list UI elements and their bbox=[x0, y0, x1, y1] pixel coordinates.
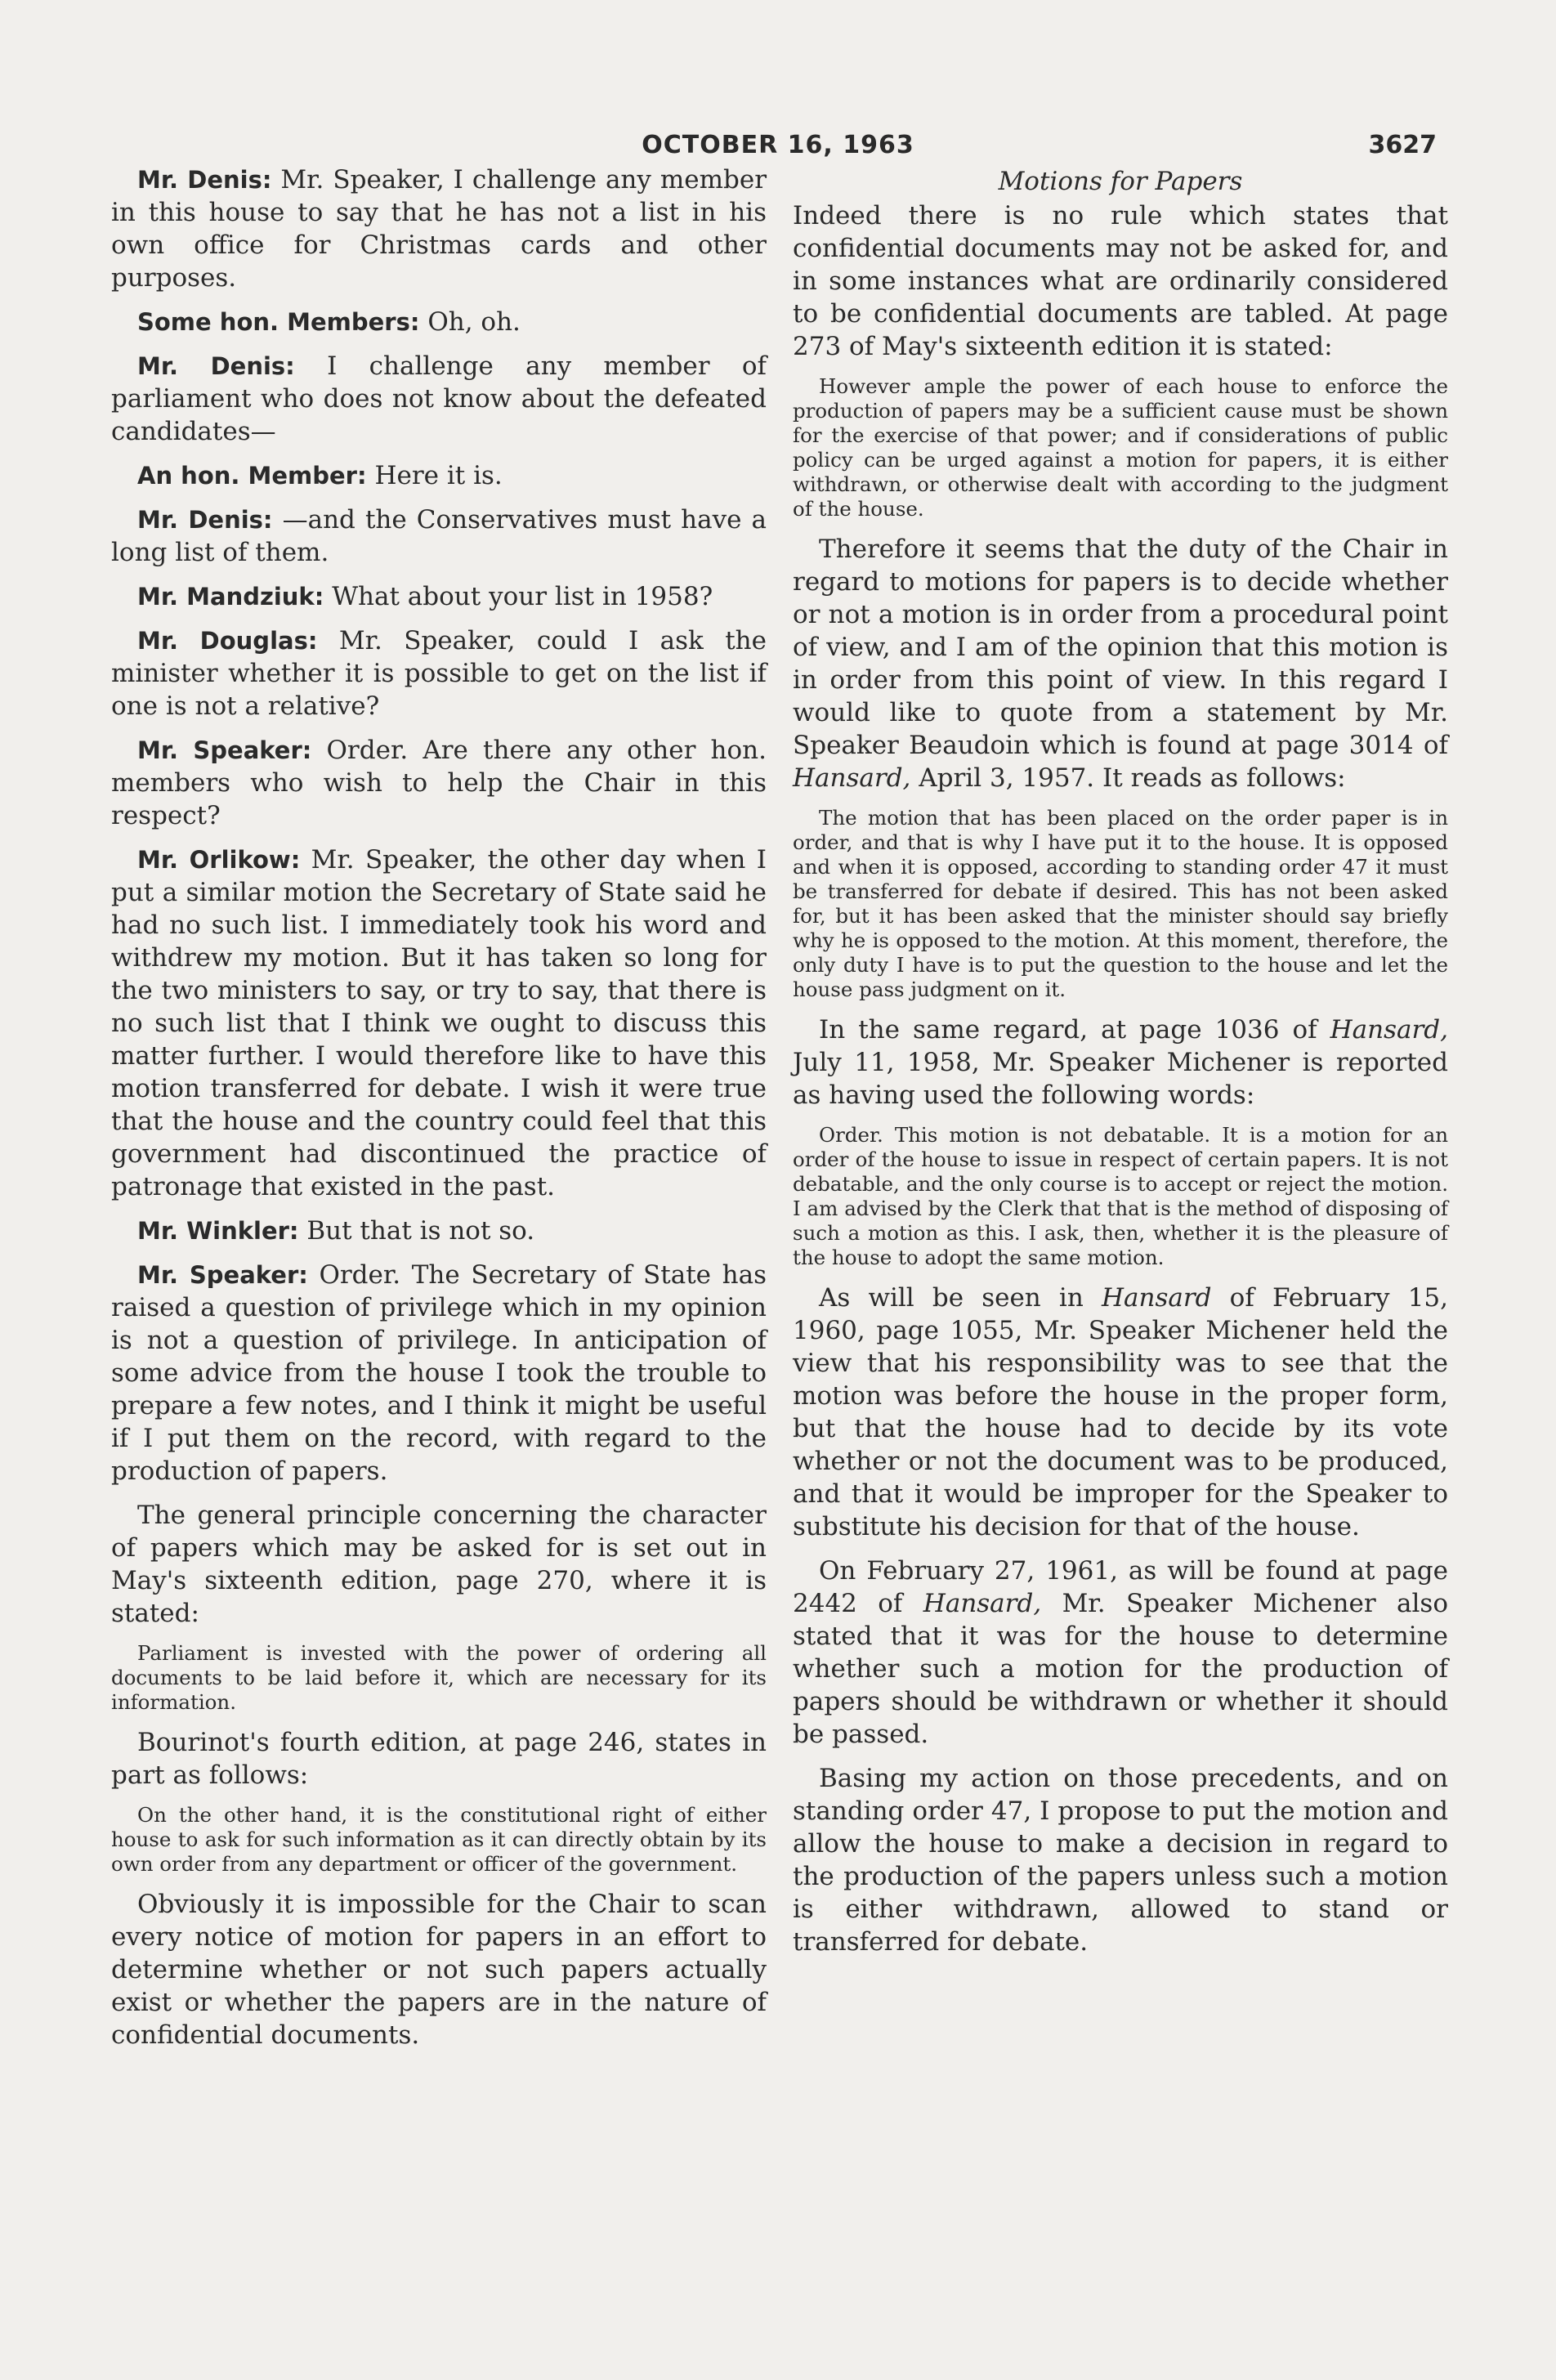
right-column-body bbox=[793, 199, 1448, 1958]
left-column bbox=[111, 163, 767, 2063]
speaker-name: Mr. Douglas: bbox=[137, 627, 318, 655]
paragraph-text: On February 27, 1961, as will be found at page 2442 of bbox=[793, 1556, 1448, 1618]
body-paragraph bbox=[793, 533, 1448, 794]
speech-paragraph bbox=[111, 624, 767, 722]
speaker-name: Mr. Denis: bbox=[137, 166, 272, 194]
quotation: The motion that has been placed on the order paper is in order, and that is why I have put it to the house. It is opposed and when it is opposed, according to standing order 47 it must be transferred for debate if desired. This has not been asked for, but it has been asked that the minister should say briefly why he is opposed to the motion. At this moment, therefore, the only duty I have is to put the question to the house and let the house pass judgment on it. bbox=[793, 806, 1448, 1001]
speaker-name: Mr. Winkler: bbox=[137, 1217, 299, 1245]
citation-title: Hansard, bbox=[1330, 1015, 1448, 1045]
paragraph-text: The general principle concerning the character of papers which may be asked for is set out in May's sixteenth edition, page 270, where it is stated: bbox=[111, 1501, 767, 1628]
speech-text: I challenge any member of parliament who does not know about the defeated candidates— bbox=[111, 351, 767, 446]
paragraph-text-continued: of February 15, 1960, page 1055, Mr. Speaker Michener held the view that his responsibility was to see that the motion was before the house in the proper form, but that the house had to decide by its vote whether or not the document was to be produced, and that it would be improper for the Speaker to substitute his decision for that of the house. bbox=[793, 1283, 1449, 1541]
speech-paragraph bbox=[111, 734, 767, 832]
speaker-name: Mr. Orlikow: bbox=[137, 846, 301, 874]
body-paragraph bbox=[793, 199, 1448, 363]
speech-text: Mr. Speaker, could I ask the minister whether it is possible to get on the list if one is not a relative? bbox=[111, 626, 767, 721]
speaker-name: Mr. Speaker: bbox=[137, 736, 312, 764]
paragraph-text-continued: April 3, 1957. It reads as follows: bbox=[910, 763, 1346, 793]
speech-text: But that is not so. bbox=[306, 1216, 535, 1246]
paragraph-text: As will be seen in bbox=[819, 1283, 1102, 1313]
citation-title: Hansard, bbox=[923, 1589, 1042, 1618]
quotation: Parliament is invested with the power of ordering all documents to be laid before it, which are necessary for its information. bbox=[111, 1641, 767, 1714]
speaker-name: Some hon. Members: bbox=[137, 308, 420, 336]
speech-paragraph bbox=[111, 459, 767, 492]
speech-text: —and the Conservatives must have a long list of them. bbox=[111, 505, 767, 567]
speech-paragraph bbox=[111, 503, 767, 569]
quotation: However ample the power of each house to enforce the production of papers may be a sufficient cause must be shown for the exercise of that power; and if considerations of public policy can be urged against a motion for papers, it is either withdrawn, or otherwise dealt with according to the judgment of the house. bbox=[793, 374, 1448, 521]
speech-paragraph bbox=[111, 580, 767, 613]
speech-text: Order. Are there any other hon. members who wish to help the Chair in this respect? bbox=[111, 736, 767, 830]
speaker-name: Mr. Speaker: bbox=[137, 1261, 308, 1289]
paragraph-text: Indeed there is no rule which states that confidential documents may not be asked for, and in some instances what are ordinarily considered to be confidential documents are tabled. At page 273 of May's sixteenth edition it is stated: bbox=[793, 201, 1448, 361]
paragraph-text: In the same regard, at page 1036 of bbox=[819, 1015, 1330, 1045]
speaker-name: Mr. Denis: bbox=[137, 352, 295, 380]
right-column bbox=[793, 163, 1448, 1970]
speech-text: Mr. Speaker, the other day when I put a similar motion the Secretary of State said he had no such list. I immediately took his word and withdrew my motion. But it has taken so long for the two ministers to say, or try to say, that there is no such list that I think we ought to discuss this matter further. I would therefore like to have this motion transferred for debate. I wish it were true that the house and the country could feel that this government had discontinued the practice of patronage that existed in the past. bbox=[111, 845, 767, 1201]
citation-title: Hansard bbox=[1101, 1283, 1212, 1313]
section-title: Motions for Papers bbox=[998, 167, 1243, 196]
speech-paragraph bbox=[111, 306, 767, 338]
paragraph-text: Bourinot's fourth edition, at page 246, states in part as follows: bbox=[111, 1728, 767, 1790]
quotation: Order. This motion is not debatable. It is a motion for an order of the house to issue in respect of certain papers. It is not debatable, and the only course is to accept or reject the motion. I am advised by the Clerk that that is the method of disposing of such a motion as this. I ask, then, whether it is the pleasure of the house to adopt the same motion. bbox=[793, 1123, 1448, 1269]
paragraph-text: Basing my action on those precedents, and on standing order 47, I propose to put the motion and allow the house to make a decision in regard to the production of the papers unless such a motion is either withdrawn, allowed to stand or transferred for debate. bbox=[793, 1764, 1448, 1957]
speech-text: What about your list in 1958? bbox=[332, 582, 713, 611]
body-paragraph bbox=[793, 1013, 1448, 1112]
speech-text: Here it is. bbox=[374, 461, 503, 490]
speaker-name: Mr. Mandziuk: bbox=[137, 583, 324, 611]
body-paragraph bbox=[793, 1282, 1448, 1543]
speech-text: Order. The Secretary of State has raised a question of privilege which in my opinion is not a question of privilege. In anticipation of some advice from the house I took the trouble to prepare a few notes, and I think it might be useful if I put them on the record, with regard to the production of papers. bbox=[111, 1260, 767, 1486]
page-number: 3627 bbox=[1368, 131, 1437, 159]
paragraph-text: Obviously it is impossible for the Chair to scan every notice of motion for papers in an effort to determine whether or not such papers actually exist or whether the papers are in the nature of confidential documents. bbox=[111, 1890, 767, 2050]
speech-paragraph bbox=[111, 350, 767, 448]
speaker-name: Mr. Denis: bbox=[137, 506, 273, 534]
body-paragraph bbox=[111, 1726, 767, 1792]
speaker-name: An hon. Member: bbox=[137, 462, 367, 490]
speech-text: Oh, oh. bbox=[427, 307, 521, 337]
body-paragraph bbox=[793, 1762, 1448, 1958]
body-paragraph bbox=[111, 1499, 767, 1630]
quotation: On the other hand, it is the constitutional right of either house to ask for such information as it can directly obtain by its own order from any department or officer of the government. bbox=[111, 1803, 767, 1876]
speech-text: Mr. Speaker, I challenge any member in this house to say that he has not a list in his own office for Christmas cards and other purposes. bbox=[111, 165, 767, 293]
page-header-date: OCTOBER 16, 1963 bbox=[642, 131, 914, 159]
body-paragraph bbox=[111, 1888, 767, 2051]
speech-paragraph bbox=[111, 1215, 767, 1247]
paragraph-text-continued: Mr. Speaker Michener also stated that it was for the house to determine whether such a motion for the production of papers should be withdrawn or whether it should be passed. bbox=[793, 1589, 1448, 1749]
paragraph-text: Therefore it seems that the duty of the Chair in regard to motions for papers is to decide whether or not a motion is in order from a procedural point of view, and I am of the opinion that this motion is in order from this point of view. In this regard I would like to quote from a statement by Mr. Speaker Beaudoin which is found at page 3014 of bbox=[793, 535, 1448, 760]
paragraph-text-continued: July 11, 1958, Mr. Speaker Michener is reported as having used the following words: bbox=[793, 1048, 1448, 1110]
speech-paragraph bbox=[111, 843, 767, 1203]
speech-paragraph bbox=[111, 1259, 767, 1488]
speech-paragraph bbox=[111, 163, 767, 294]
body-paragraph bbox=[793, 1555, 1448, 1751]
citation-title: Hansard, bbox=[793, 763, 911, 793]
